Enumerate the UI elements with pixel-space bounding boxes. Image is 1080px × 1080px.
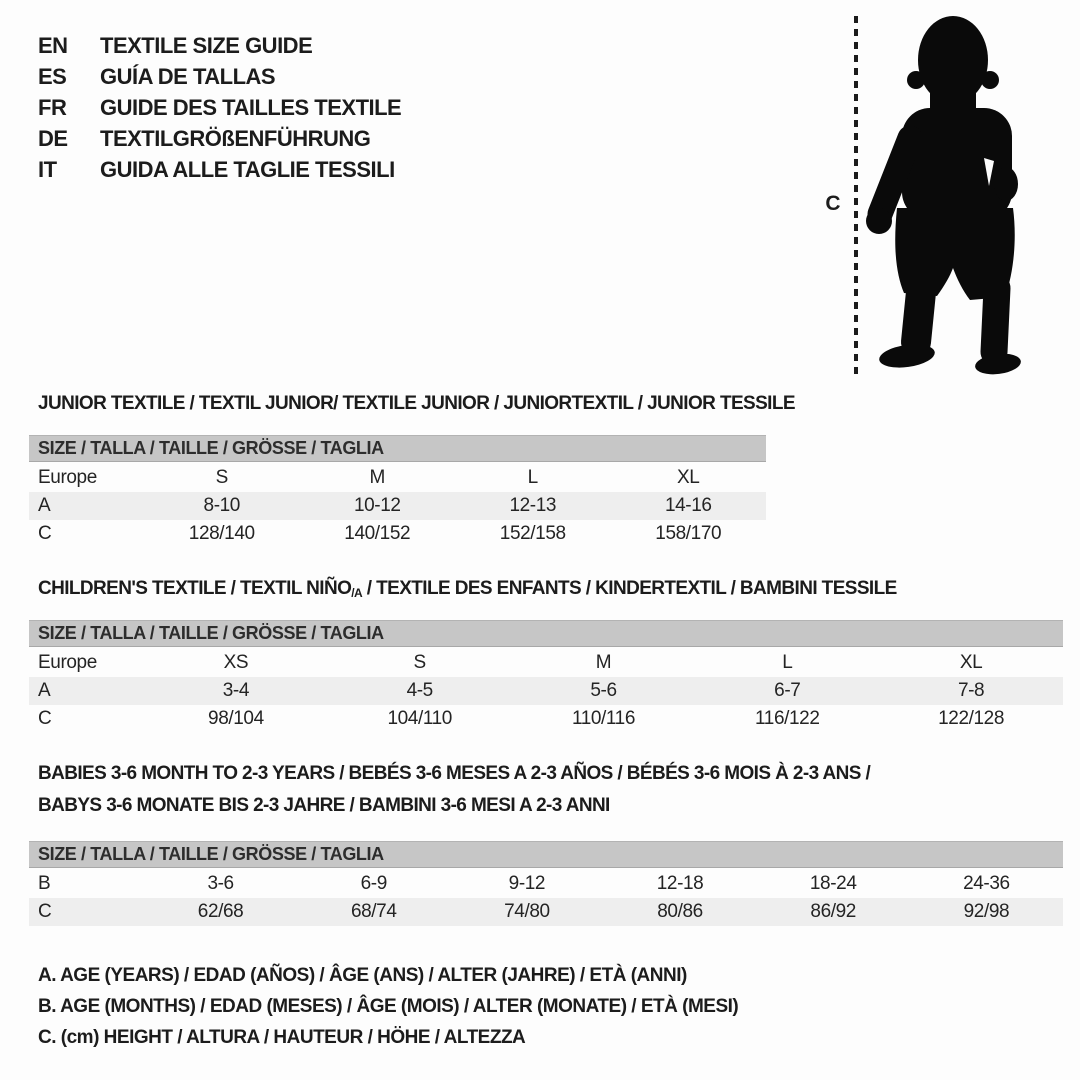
babies-title-line2: BABYS 3-6 MONATE BIS 2-3 JAHRE / BAMBINI 3-6 MESI A 2-3 ANNI [38,795,610,816]
size-cell: XL [959,652,983,673]
table-row-height [29,520,766,548]
children-title-subscript: /A [351,586,363,600]
children-size-table [29,620,1063,733]
legend-line-a: A. AGE (YEARS) / EDAD (AÑOS) / ÂGE (ANS) / ALTER (JAHRE) / ETÀ (ANNI) [38,965,687,986]
language-label: GUIDA ALLE TAGLIE TESSILI [100,157,395,182]
height-cell: 68/74 [297,898,450,926]
months-cell: 12-18 [656,873,704,894]
height-cell: 74/80 [450,898,603,926]
months-cell: 18-24 [809,873,857,894]
row-label: Europe [38,652,97,673]
age-cell: 6-7 [695,677,879,705]
measure-legend [38,960,738,1053]
junior-size-table [29,435,766,548]
age-cell: 7-8 [879,677,1063,705]
height-cell: 86/92 [757,898,910,926]
age-cell: 8-10 [144,492,300,520]
height-cell: 122/128 [938,708,1005,729]
height-cell: 128/140 [188,523,255,544]
table-row-height [29,705,1063,733]
language-row-fr [38,92,401,123]
height-measure-label: C [825,192,841,215]
row-label: B [38,873,51,894]
row-label: A [29,677,144,705]
size-cell: L [782,652,793,673]
size-cell: XL [677,467,700,488]
children-section-title [38,578,897,600]
language-row-de [38,123,401,154]
size-cell: S [413,652,426,673]
height-cell: 152/158 [499,523,566,544]
children-table-header: SIZE / TALLA / TAILLE / GRÖSSE / TAGLIA [29,620,1063,647]
table-row-age [29,677,1063,705]
language-code: IT [38,157,57,182]
height-cell: 98/104 [208,708,264,729]
language-row-es [38,61,401,92]
height-cell: 158/170 [655,523,722,544]
toddler-silhouette-icon [866,12,1030,380]
babies-title-line1: BABIES 3-6 MONTH TO 2-3 YEARS / BEBÉS 3-6 MESES A 2-3 AÑOS / BÉBÉS 3-6 MOIS À 2-3 ANS / [38,763,871,784]
size-cell: M [369,467,385,488]
age-cell: 5-6 [512,677,696,705]
language-list [38,30,401,185]
months-cell: 9-12 [508,873,546,894]
size-cell: L [527,467,538,488]
language-label: GUIDE DES TAILLES TEXTILE [100,95,402,120]
age-cell: 4-5 [328,677,512,705]
height-cell: 62/68 [144,898,297,926]
table-row-months [29,870,1063,898]
language-code: DE [38,126,68,151]
age-cell: 14-16 [611,492,767,520]
junior-table-header: SIZE / TALLA / TAILLE / GRÖSSE / TAGLIA [29,435,766,462]
babies-section-title [38,758,870,822]
size-cell: XS [223,652,249,673]
size-cell: S [215,467,228,488]
language-code: EN [38,33,68,58]
language-label: TEXTILGRÖßENFÜHRUNG [100,126,371,151]
height-cell: 92/98 [910,898,1063,926]
size-cell: M [595,652,612,673]
babies-table-header: SIZE / TALLA / TAILLE / GRÖSSE / TAGLIA [29,841,1063,868]
row-label: C [38,708,52,729]
height-cell: 110/116 [571,708,636,729]
legend-line-c: C. (cm) HEIGHT / ALTURA / HAUTEUR / HÖHE / ALTEZZA [38,1027,526,1048]
months-cell: 3-6 [207,873,234,894]
language-label: GUÍA DE TALLAS [100,64,276,89]
row-label: C [29,898,144,926]
height-cell: 116/122 [755,708,820,729]
age-cell: 10-12 [300,492,456,520]
language-code: ES [38,64,67,89]
height-figure [820,12,1036,382]
height-cell: 80/86 [603,898,756,926]
language-row-en [38,30,401,61]
table-row-europe [29,649,1063,677]
language-row-it [38,154,401,185]
table-row-age [29,492,766,520]
months-cell: 24-36 [963,873,1010,894]
legend-line-b: B. AGE (MONTHS) / EDAD (MESES) / ÂGE (MOIS) / ALTER (MONATE) / ETÀ (MESI) [38,996,739,1017]
age-cell: 3-4 [144,677,328,705]
table-row-europe [29,464,766,492]
babies-size-table [29,841,1063,926]
row-label: A [29,492,144,520]
children-title-text: / TEXTILE DES ENFANTS / KINDERTEXTIL / BAMBINI TESSILE [362,578,897,599]
height-cell: 104/110 [387,708,452,729]
height-cell: 140/152 [344,523,411,544]
language-code: FR [38,95,67,120]
table-row-height [29,898,1063,926]
row-label: C [38,523,52,544]
language-label: TEXTILE SIZE GUIDE [100,33,313,58]
row-label: Europe [38,467,97,488]
junior-section-title: JUNIOR TEXTILE / TEXTIL JUNIOR/ TEXTILE JUNIOR / JUNIORTEXTIL / JUNIOR TESSILE [38,393,795,414]
age-cell: 12-13 [455,492,611,520]
children-title-text: CHILDREN'S TEXTILE / TEXTIL NIÑO [38,578,352,599]
height-dotted-line-icon [854,16,858,376]
months-cell: 6-9 [360,873,387,894]
